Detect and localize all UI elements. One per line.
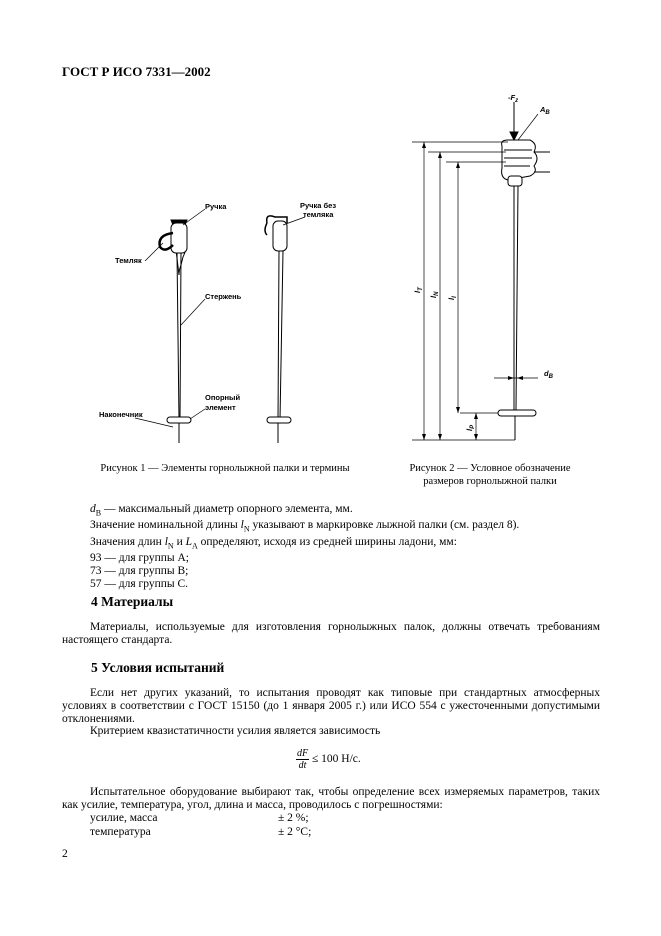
tolerance-value-2: ± 2 °С;: [278, 826, 312, 838]
label-db: $d_B$: [544, 369, 553, 380]
page-header: ГОСТ Р ИСО 7331—2002: [62, 64, 211, 79]
label-force: $-F_z$: [508, 93, 519, 104]
group-c: 57 — для группы С.: [90, 577, 189, 590]
figure-1-drawing: [95, 195, 355, 455]
label-handle-no-strap-2: темляка: [303, 210, 334, 219]
section-5-text-2: Критерием квазистатичности усилия является зависимость: [90, 725, 381, 737]
tolerance-row-1: усилие, масса: [90, 812, 158, 824]
section-5-text-1: Если нет других указаний, то испытания проводят как типовые при стандартных атмосферных условиях в соответствии с ГОСТ 15150 (до 1 января 2005 г.) или ИСО 554 с ужесточенными допустимыми отклонениями.: [62, 687, 600, 725]
section-5-text-3: Испытательное оборудование выбирают так, чтобы определение всех измеряемых параметров, таких как усилие, температура, угол, длина и масса, проводилось с погрешностями:: [62, 786, 600, 811]
figure-1-caption: Рисунок 1 — Элементы горнолыжной палки и термины: [100, 463, 350, 474]
section-5-heading: 5 Условия испытаний: [91, 660, 225, 675]
figure-2-drawing: [400, 88, 580, 448]
group-a: 93 — для группы А;: [90, 551, 189, 564]
page-number: 2: [62, 848, 68, 860]
label-handle-no-strap: Ручка без: [300, 201, 337, 210]
label-point-ab: $A_B$: [540, 105, 550, 116]
label-basket-2: элемент: [205, 403, 236, 412]
label-ln: $l_N$: [429, 291, 440, 298]
label-basket: Опорный: [205, 393, 241, 402]
label-lt: $l_T$: [413, 287, 424, 293]
group-b: 73 — для группы В;: [90, 564, 189, 577]
label-strap: Темляк: [115, 256, 142, 265]
tolerance-value-1: ± 2 %;: [278, 812, 309, 824]
label-lp: $l_P$: [465, 424, 476, 431]
def-lengths: Значения длин $l_N$ и $L_A$ определяют, исходя из средней ширины ладони, мм:: [90, 535, 457, 550]
section-4-text: Материалы, используемые для изготовления горнолыжных палок, должны отвечать требованиям настоящего стандарта.: [62, 621, 600, 646]
def-db: $d_B$ — максимальный диаметр опорного элемента, мм.: [90, 503, 353, 518]
def-ln: Значение номинальной длины $l_N$ указывают в маркировке лыжной палки (см. раздел 8).: [90, 519, 520, 534]
label-handle: Ручка: [205, 202, 227, 211]
label-shaft: Стержень: [205, 292, 242, 301]
pole-with-strap: [160, 220, 191, 443]
label-li: $l_I$: [447, 296, 458, 300]
definitions-block: [62, 503, 600, 591]
tolerance-row-2: температура: [90, 826, 151, 838]
formula: $\frac{dF}{dt}$ ≤ 100 Н/с.: [297, 748, 361, 771]
figure-2-caption: Рисунок 2 — Условное обозначение размеров горнолыжной палки: [409, 463, 571, 487]
section-4-heading: 4 Материалы: [91, 594, 174, 609]
pole-without-strap: [265, 216, 291, 443]
label-tip: Наконечник: [99, 410, 143, 419]
